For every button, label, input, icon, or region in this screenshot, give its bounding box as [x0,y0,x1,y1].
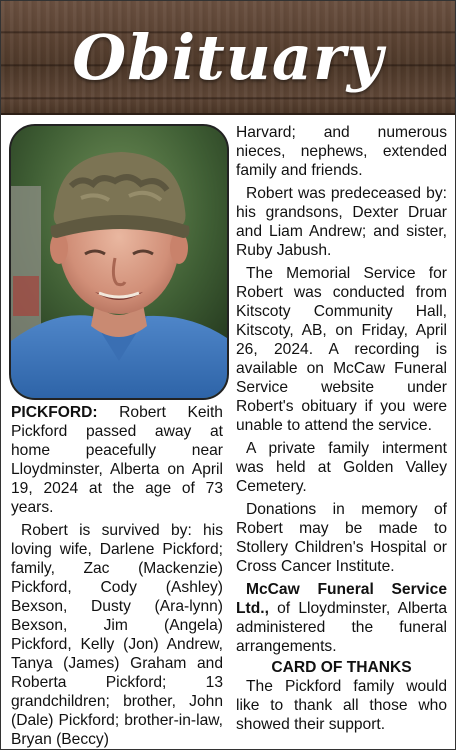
survived-by-paragraph: Robert is survived by: his loving wife, Darlene Pickford; family, Zac (Mackenzie) Pickford, Cody (Ashley) Bexson, Dusty (Ara-lynn) Bexson, Jim (Angela) Pickford, Kelly (Jon) Andrew, Tanya (James) Graham and Roberta Pickford; 13 grandchildren; brother, John (Dale) Pickford; brother-in-law, Bryan (Beccy) [11,522,223,748]
paragraph-intro [11,403,223,517]
memorial-service-paragraph: The Memorial Service for Robert was conducted from Kitscoty Community Hall, Kitscoty, AB, on Friday, April 26, 2024. A recording is available on McCaw Funeral Service website under Robert's obituary if you were unable to attend the service. [236,265,447,434]
column-right [236,123,447,734]
banner-title: Obituary [72,20,384,94]
survived-by-continued: Harvard; and numerous nieces, nephews, extended family and friends. [236,124,447,179]
deceased-surname: PICKFORD: [11,404,98,421]
card-of-thanks-heading: CARD OF THANKS [271,659,412,676]
predeceased-paragraph: Robert was predeceased by: his grandsons, Dexter Druar and Liam Andrew; and sister, Ruby Jabush. [236,185,447,259]
funeral-home-name: McCaw Funeral Service Ltd., [236,581,447,617]
column-left [11,403,223,749]
intro-text: Robert Keith Pickford passed away at home peacefully near Lloydminster, Alberta on April 19, 2024 at the age of 73 years. [11,404,223,516]
funeral-home-paragraph [236,580,447,656]
portrait-illustration [11,126,227,398]
donations-paragraph: Donations in memory of Robert may be made to Stollery Children's Hospital or Cross Cancer Institute. [236,501,447,575]
portrait-photo [9,124,229,400]
card-of-thanks-text: The Pickford family would like to thank all those who showed their support. [236,678,447,733]
funeral-home-text: of Lloydminster, Alberta administered the funeral arrangements. [236,600,447,655]
wood-banner [1,1,455,115]
interment-paragraph: A private family interment was held at Golden Valley Cemetery. [236,440,447,495]
